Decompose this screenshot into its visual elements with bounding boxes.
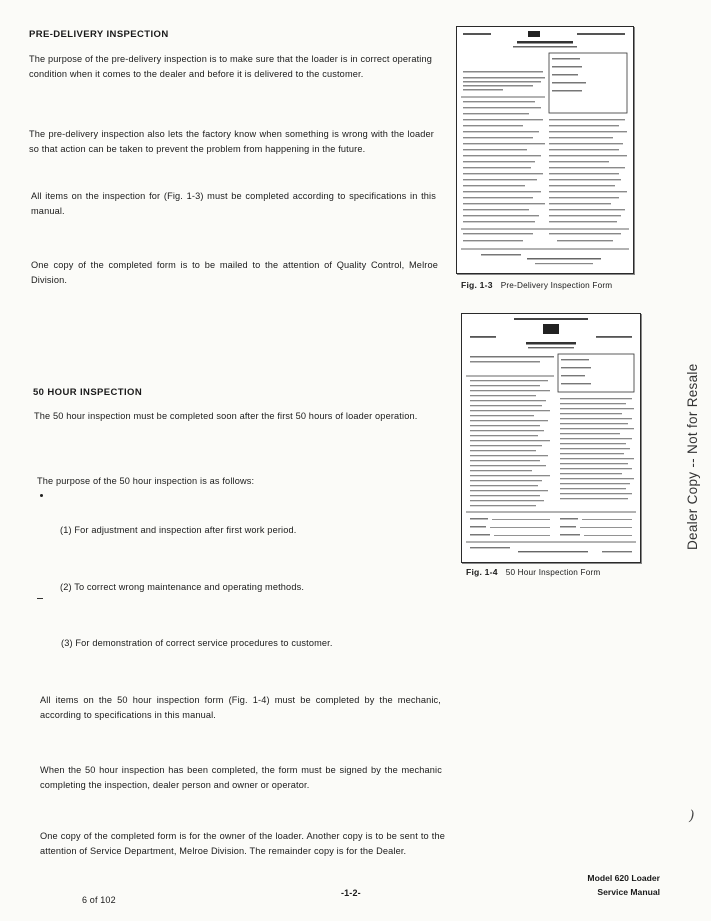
footer-manual: Service Manual (597, 887, 660, 897)
scan-speck (40, 494, 43, 497)
page-count: 6 of 102 (82, 895, 116, 905)
fig-1-4-title: 50 Hour Inspection Form (505, 568, 601, 577)
footer-model: Model 620 Loader (587, 873, 660, 883)
fifty-hour-intro: The 50 hour inspection must be completed soon after the first 50 hours of loader operation. (34, 411, 418, 421)
fifty-hour-paragraph-2: When the 50 hour inspection has been completed, the form must be signed by the mechanic completing the inspection, dealer person and owner or operator. (40, 765, 442, 790)
fig-1-3-label: Fig. 1-3 (461, 280, 493, 290)
pre-delivery-form-graphic (457, 27, 633, 273)
fifty-hour-form-image (461, 313, 641, 563)
pre-delivery-paragraph-4: One copy of the completed form is to be mailed to the attention of Quality Control, Melroe Division. (31, 260, 438, 285)
scan-speck (37, 598, 43, 599)
page-number: -1-2- (341, 888, 361, 898)
fig-1-3-caption (461, 280, 612, 290)
fifty-hour-paragraph-3: One copy of the completed form is for the owner of the loader. Another copy is to be sent to the attention of Service Department, Melroe Division. The remainder copy is for the Dealer. (40, 831, 445, 856)
watermark-text: Dealer Copy -- Not for Resale (685, 363, 700, 550)
fifty-hour-form-graphic (462, 314, 640, 562)
fifty-hour-item-1: (1) For adjustment and inspection after first work period. (60, 525, 297, 535)
footer-model-block (540, 871, 660, 899)
fifty-hour-item-3: (3) For demonstration of correct service procedures to customer. (61, 638, 333, 648)
pre-delivery-paragraph-1: The purpose of the pre-delivery inspection is to make sure that the loader is in correct operating condition when it comes to the dealer and before it is delivered to the customer. (29, 54, 432, 79)
pre-delivery-form-image (456, 26, 634, 274)
fig-1-3-title: Pre-Delivery Inspection Form (500, 281, 613, 290)
fifty-hour-paragraph-1: All items on the 50 hour inspection form (Fig. 1-4) must be completed by the mechanic, according to specifications in this manual. (40, 695, 441, 720)
fig-1-4-label: Fig. 1-4 (466, 567, 498, 577)
fig-1-4-caption (466, 567, 600, 577)
pre-delivery-heading: PRE-DELIVERY INSPECTION (29, 29, 169, 40)
scan-mark: ) (689, 808, 695, 824)
fifty-hour-purpose-lead: The purpose of the 50 hour inspection is as follows: (37, 476, 255, 486)
fifty-hour-heading: 50 HOUR INSPECTION (33, 387, 143, 398)
fifty-hour-item-2: (2) To correct wrong maintenance and operating methods. (60, 582, 305, 592)
pre-delivery-paragraph-2: The pre-delivery inspection also lets the factory know when something is wrong with the loader so that action can be taken to prevent the problem from happening in the future. (29, 129, 434, 154)
pre-delivery-paragraph-3: All items on the inspection for (Fig. 1-3) must be completed according to specifications in this manual. (31, 191, 436, 216)
